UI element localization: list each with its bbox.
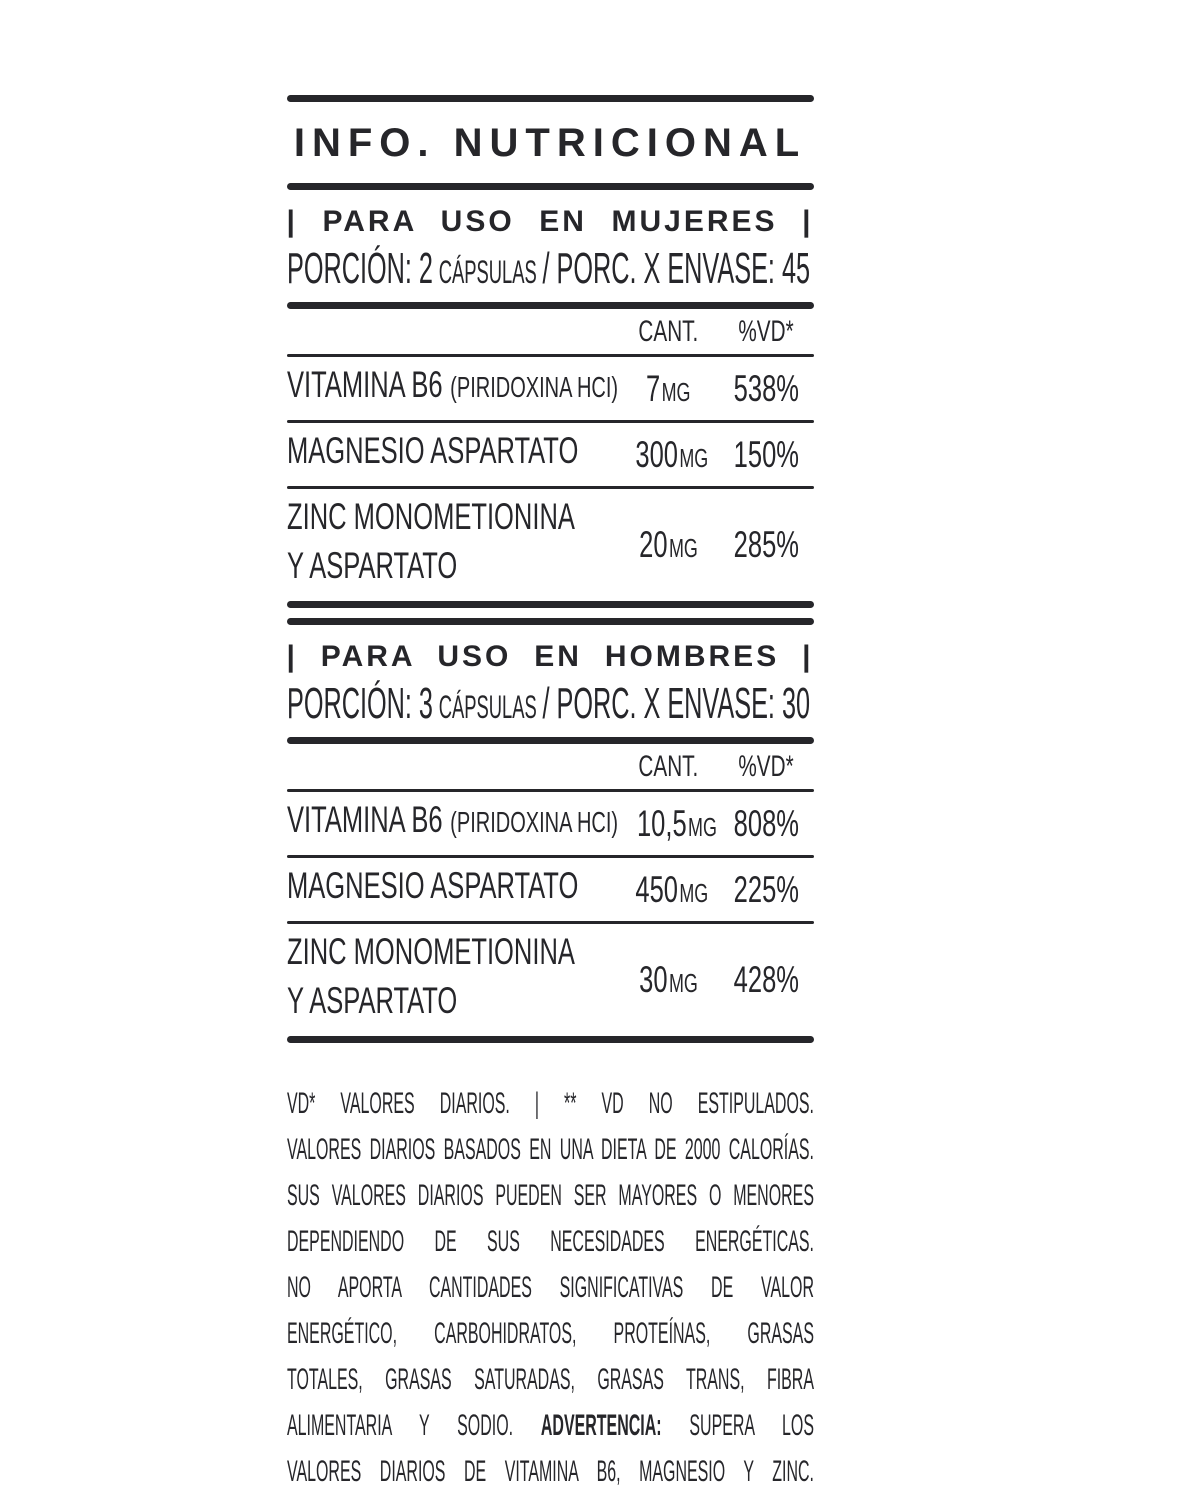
section-heading-women: | PARA USO EN MUJERES | [286,205,814,238]
table-row [287,489,814,601]
nutrient-amount: 7MG [646,367,691,409]
serving-unit: CÁPSULAS [438,254,537,290]
serving-prefix: PORCIÓN: 3 [286,679,433,728]
footnote-line: SUS VALORES DIARIOS PUEDEN SER MAYORES O MENORES [286,1179,814,1212]
column-header-amount: CANT. [638,749,699,783]
nutrient-dv: 225% [733,868,799,910]
divider-table-bottom [287,601,814,608]
serving-suffix: / PORC. X ENVASE: 30 [541,679,810,728]
page-title: INFO. NUTRICIONAL [293,121,807,165]
nutrient-dv: 808% [733,802,799,844]
nutrient-dv: 285% [733,524,799,565]
footnote-line: DEPENDIENDO DE SUS NECESIDADES ENERGÉTICAS. [286,1225,814,1258]
table-row [287,858,814,921]
column-header-dv: %VD* [738,749,794,783]
nutrient-dv: 428% [733,959,799,1000]
divider-top [287,95,814,102]
table-row [287,423,814,486]
footnote-line: NO APORTA CANTIDADES SIGNIFICATIVAS DE VALOR [286,1271,814,1304]
section-women [287,205,814,608]
warning-label: ADVERTENCIA: [540,1409,662,1442]
table-header-row [287,309,814,354]
section-gap [287,608,814,618]
section-men [287,640,814,1043]
footnote-line: ENERGÉTICO, CARBOHIDRATOS, PROTEÍNAS, GRASAS [286,1317,814,1350]
table-row [287,357,814,420]
table-header-row [287,744,814,789]
serving-text [287,678,810,733]
serving-unit: CÁPSULAS [438,689,537,725]
serving-line [287,243,814,295]
nutrient-dv: 538% [733,367,799,409]
nutrient-name: ZINC MONOMETIONINA Y ASPARTATO [286,496,575,586]
nutrient-name: VITAMINA B6 (PIRIDOXINA HCI) [286,364,618,405]
footnote-warning-line: ALIMENTARIA Y SODIO. ADVERTENCIA: SUPERA LOS [286,1409,814,1442]
nutrient-amount: 10,5MG [636,802,717,844]
divider-under-title [287,183,814,190]
divider-section [287,618,814,625]
nutrient-amount: 30MG [639,959,698,1000]
column-header-amount: CANT. [638,314,699,348]
nutrient-name: ZINC MONOMETIONINA Y ASPARTATO [286,931,575,1021]
divider-table-top [287,737,814,744]
table-row [287,924,814,1036]
footnote-line: VALORES DIARIOS DE VITAMINA B6, MAGNESIO Y ZINC. [286,1455,814,1488]
serving-line [287,678,814,730]
nutrient-amount: 20MG [639,524,698,565]
footnote-line: VALORES DIARIOS BASADOS EN UNA DIETA DE 2000 CALORÍAS. [286,1133,814,1166]
column-header-dv: %VD* [738,314,794,348]
nutrient-name: MAGNESIO ASPARTATO [286,865,578,906]
serving-suffix: / PORC. X ENVASE: 45 [541,244,810,293]
section-heading-men: | PARA USO EN HOMBRES | [286,640,814,673]
footnotes [287,1081,814,1501]
serving-prefix: PORCIÓN: 2 [286,244,433,293]
nutrient-amount: 300MG [634,433,708,475]
divider-table-bottom [287,1036,814,1043]
divider-table-top [287,302,814,309]
footnotes-text [287,1081,814,1495]
nutrient-name: MAGNESIO ASPARTATO [286,430,578,471]
nutrient-amount: 450MG [634,868,708,910]
label-panel [287,0,814,1501]
table-row [287,792,814,855]
footnote-line: TOTALES, GRASAS SATURADAS, GRASAS TRANS, FIBRA [286,1363,814,1396]
serving-text [287,243,810,298]
footnote-line: VD* VALORES DIARIOS. | ** VD NO ESTIPULADOS. [286,1087,814,1120]
nutrient-name: VITAMINA B6 (PIRIDOXINA HCI) [286,799,618,840]
nutrient-dv: 150% [733,433,799,475]
